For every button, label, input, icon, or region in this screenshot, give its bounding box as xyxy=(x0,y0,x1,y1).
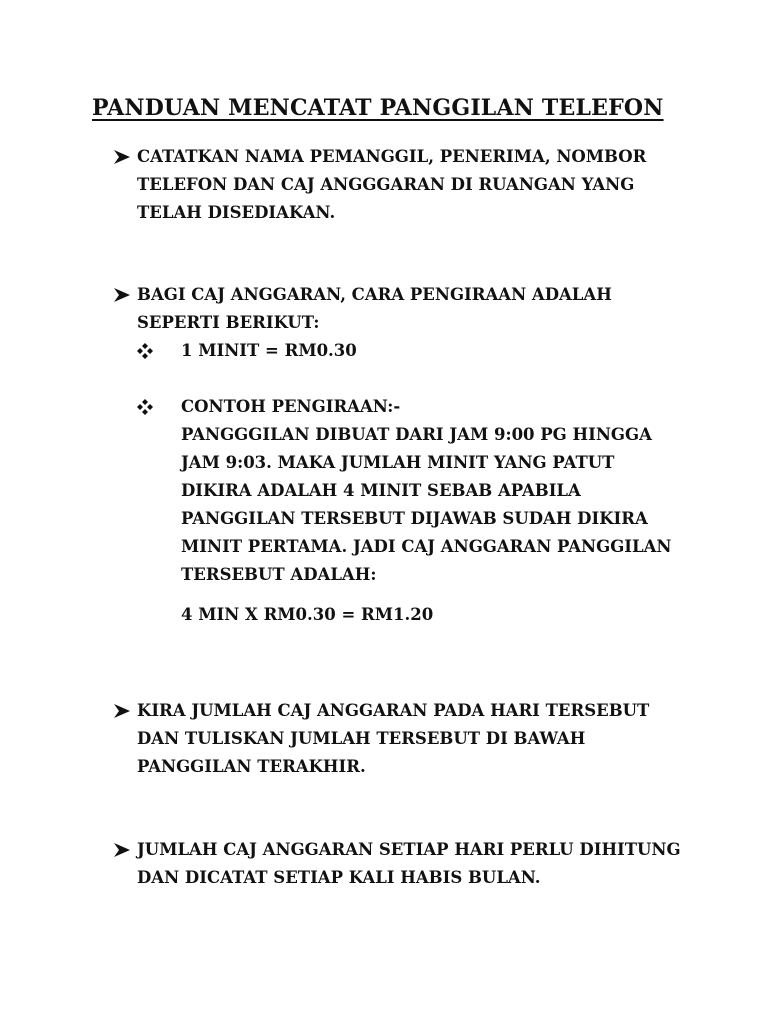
list-item xyxy=(112,836,692,892)
arrowhead-bullet-icon xyxy=(112,697,134,725)
page-title: PANDUAN MENCATAT PANGGILAN TELEFON xyxy=(92,95,664,121)
list-item-text: CATATKAN NAMA PEMANGGIL, PENERIMA, NOMBOR TELEFON DAN CAJ ANGGGARAN DI RUANGAN YANG TELAH DISEDIAKAN. xyxy=(137,147,647,222)
example-heading: CONTOH PENGIRAAN:- xyxy=(181,397,401,416)
arrowhead-bullet-icon xyxy=(112,836,134,864)
list-item-text: BAGI CAJ ANGGARAN, CARA PENGIRAAN ADALAH SEPERTI BERIKUT: xyxy=(137,285,612,332)
list-item xyxy=(112,143,692,227)
example-text: PANGGGILAN DIBUAT DARI JAM 9:00 PG HINGGA JAM 9:03. MAKA JUMLAH MINIT YANG PATUT DIKIRA ADALAH 4 MINIT SEBAB APABILA PANGGILAN TERSEBUT DIJAWAB SUDAH DIKIRA MINIT PERTAMA. JADI CAJ ANGGARAN PANGGILAN TERSEBUT ADALAH: xyxy=(181,425,672,584)
four-diamond-bullet-icon xyxy=(137,393,157,421)
list-item xyxy=(112,697,692,781)
arrowhead-bullet-icon xyxy=(112,281,134,309)
list-item-text: JUMLAH CAJ ANGGARAN SETIAP HARI PERLU DIHITUNG DAN DICATAT SETIAP KALI HABIS BULAN. xyxy=(137,840,681,887)
list-item xyxy=(112,281,692,337)
arrowhead-bullet-icon xyxy=(112,143,134,171)
list-item-text: KIRA JUMLAH CAJ ANGGARAN PADA HARI TERSEBUT DAN TULISKAN JUMLAH TERSEBUT DI BAWAH PANGGILAN TERAKHIR. xyxy=(137,701,650,776)
sub-list-item-text: 1 MINIT = RM0.30 xyxy=(181,341,357,360)
sub-list-item xyxy=(137,393,677,589)
example-calculation: 4 MIN X RM0.30 = RM1.20 xyxy=(181,605,434,624)
four-diamond-bullet-icon xyxy=(137,337,157,365)
sub-list-item xyxy=(137,337,677,365)
